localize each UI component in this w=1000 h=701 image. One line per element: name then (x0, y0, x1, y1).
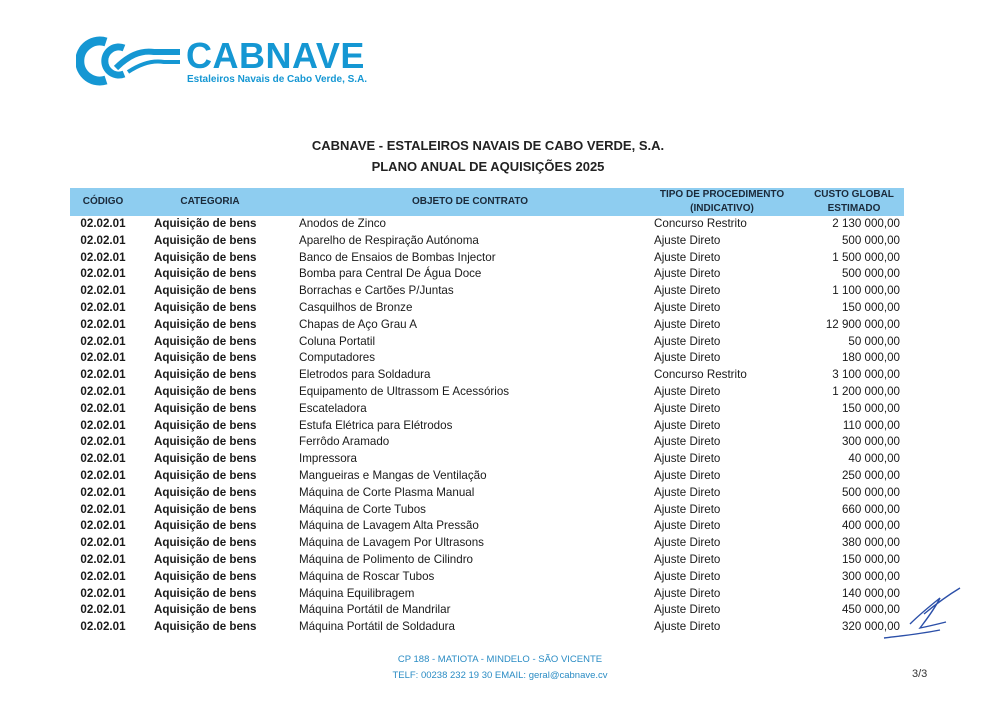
cell-codigo: 02.02.01 (80, 603, 126, 617)
cell-tipo: Ajuste Direto (654, 603, 721, 617)
cell-tipo: Ajuste Direto (654, 468, 721, 482)
cell-objeto: Máquina Portátil de Soldadura (299, 620, 455, 634)
cell-tipo: Ajuste Direto (654, 502, 721, 516)
table-row (70, 384, 904, 401)
cabnave-logo-icon (76, 36, 182, 86)
cell-categoria: Aquisição de bens (154, 418, 257, 432)
cell-codigo: 02.02.01 (80, 250, 126, 264)
cell-categoria: Aquisição de bens (154, 586, 257, 600)
cell-categoria: Aquisição de bens (154, 217, 257, 230)
cell-custo: 1 200 000,00 (832, 384, 900, 398)
cell-codigo: 02.02.01 (80, 452, 126, 466)
cell-categoria: Aquisição de bens (154, 620, 257, 634)
header-tipo (652, 188, 792, 216)
cell-objeto: Equipamento de Ultrassom E Acessórios (299, 384, 510, 398)
header-categoria: CATEGORIA (180, 196, 240, 207)
cell-tipo: Ajuste Direto (654, 418, 721, 432)
table-row (70, 602, 904, 619)
cell-codigo: 02.02.01 (80, 586, 126, 600)
cell-tipo: Ajuste Direto (654, 569, 721, 583)
cell-tipo: Concurso Restrito (654, 217, 747, 230)
cell-objeto: Eletrodos para Soldadura (299, 368, 431, 382)
company-logo (76, 36, 376, 86)
cell-codigo: 02.02.01 (80, 284, 126, 298)
cell-codigo: 02.02.01 (80, 401, 126, 415)
cell-custo: 12 900 000,00 (825, 317, 900, 331)
cell-categoria: Aquisição de bens (154, 368, 257, 382)
cell-tipo: Ajuste Direto (654, 519, 721, 533)
cell-custo: 500 000,00 (841, 267, 900, 281)
table-row (70, 216, 904, 233)
cell-tipo: Ajuste Direto (654, 536, 721, 550)
cell-codigo: 02.02.01 (80, 519, 126, 533)
cell-custo: 500 000,00 (841, 233, 900, 247)
cell-codigo: 02.02.01 (80, 485, 126, 499)
table-row (70, 317, 904, 334)
cell-custo: 500 000,00 (841, 485, 900, 499)
cell-codigo: 02.02.01 (80, 569, 126, 583)
cell-objeto: Ferrôdo Aramado (299, 435, 390, 449)
cell-custo: 150 000,00 (841, 552, 900, 566)
cell-objeto: Chapas de Aço Grau A (299, 317, 417, 331)
header-objeto: OBJETO DE CONTRATO (411, 196, 529, 207)
cell-codigo: 02.02.01 (80, 317, 126, 331)
table-body (70, 216, 904, 636)
cell-custo: 150 000,00 (841, 300, 900, 314)
cell-categoria: Aquisição de bens (154, 452, 257, 466)
header-tipo-line1: TIPO DE PROCEDIMENTO (659, 189, 785, 200)
header-custo-line1: CUSTO GLOBAL (814, 189, 894, 200)
cell-categoria: Aquisição de bens (154, 519, 257, 533)
table-row (70, 518, 904, 535)
table-row (70, 334, 904, 351)
cell-objeto: Banco de Ensaios de Bombas Injector (299, 250, 496, 264)
cell-tipo: Ajuste Direto (654, 300, 721, 314)
header-tipo-line2: (INDICATIVO) (690, 203, 754, 214)
cell-codigo: 02.02.01 (80, 418, 126, 432)
header-custo-line2: ESTIMADO (827, 203, 881, 214)
cell-categoria: Aquisição de bens (154, 401, 257, 415)
brand-name: CABNAVE (186, 35, 365, 76)
cell-objeto: Máquina de Polimento de Cilindro (299, 552, 474, 566)
cell-objeto: Anodos de Zinco (299, 217, 387, 230)
table-row (70, 250, 904, 267)
cell-tipo: Ajuste Direto (654, 233, 721, 247)
cell-codigo: 02.02.01 (80, 233, 126, 247)
cell-tipo: Ajuste Direto (654, 384, 721, 398)
cell-categoria: Aquisição de bens (154, 569, 257, 583)
table-row (70, 619, 904, 636)
cell-categoria: Aquisição de bens (154, 502, 257, 516)
footer-address: CP 188 - MATIOTA - MINDELO - SÃO VICENTE (397, 654, 603, 665)
brand-tagline: Estaleiros Navais de Cabo Verde, S.A. (187, 74, 368, 85)
cell-categoria: Aquisição de bens (154, 317, 257, 331)
table-row (70, 350, 904, 367)
cell-tipo: Ajuste Direto (654, 317, 721, 331)
signature-icon (880, 584, 964, 646)
table-row (70, 233, 904, 250)
cell-codigo: 02.02.01 (80, 267, 126, 281)
cell-categoria: Aquisição de bens (154, 267, 257, 281)
cell-categoria: Aquisição de bens (154, 351, 257, 365)
cell-tipo: Concurso Restrito (654, 368, 747, 382)
cell-objeto: Computadores (299, 351, 376, 365)
header-custo (804, 188, 904, 216)
cell-objeto: Aparelho de Respiração Autónoma (299, 233, 479, 247)
document-title: PLANO ANUAL DE AQUISIÇÕES 2025 (371, 159, 605, 174)
cell-custo: 40 000,00 (848, 452, 900, 466)
cell-codigo: 02.02.01 (80, 368, 126, 382)
cell-objeto: Máquina de Roscar Tubos (299, 569, 435, 583)
cell-categoria: Aquisição de bens (154, 334, 257, 348)
table-row (70, 367, 904, 384)
cell-objeto: Máquina de Corte Plasma Manual (299, 485, 475, 499)
cell-tipo: Ajuste Direto (654, 452, 721, 466)
cell-custo: 1 500 000,00 (832, 250, 900, 264)
cell-custo: 380 000,00 (841, 536, 900, 550)
table-row (70, 283, 904, 300)
cell-codigo: 02.02.01 (80, 502, 126, 516)
table-row (70, 552, 904, 569)
table-row (70, 434, 904, 451)
cell-custo: 3 100 000,00 (832, 368, 900, 382)
cell-categoria: Aquisição de bens (154, 250, 257, 264)
cell-codigo: 02.02.01 (80, 552, 126, 566)
table-row (70, 418, 904, 435)
table-row (70, 266, 904, 283)
cell-codigo: 02.02.01 (80, 468, 126, 482)
cell-objeto: Máquina Portátil de Mandrilar (299, 603, 451, 617)
cell-custo: 450 000,00 (841, 603, 900, 617)
cell-codigo: 02.02.01 (80, 217, 126, 230)
cell-objeto: Mangueiras e Mangas de Ventilação (299, 468, 487, 482)
cell-categoria: Aquisição de bens (154, 284, 257, 298)
cell-objeto: Coluna Portatil (299, 334, 376, 348)
cell-custo: 2 130 000,00 (832, 217, 900, 230)
table-row (70, 535, 904, 552)
cell-categoria: Aquisição de bens (154, 536, 257, 550)
cell-categoria: Aquisição de bens (154, 485, 257, 499)
cell-tipo: Ajuste Direto (654, 552, 721, 566)
cell-custo: 660 000,00 (841, 502, 900, 516)
cell-tipo: Ajuste Direto (654, 586, 721, 600)
cell-tipo: Ajuste Direto (654, 284, 721, 298)
table-row (70, 502, 904, 519)
cell-codigo: 02.02.01 (80, 536, 126, 550)
table-header (70, 188, 904, 216)
cell-objeto: Máquina Equilibragem (299, 586, 415, 600)
cell-tipo: Ajuste Direto (654, 351, 721, 365)
cell-tipo: Ajuste Direto (654, 250, 721, 264)
cell-categoria: Aquisição de bens (154, 468, 257, 482)
cell-codigo: 02.02.01 (80, 620, 126, 634)
table-row (70, 468, 904, 485)
cell-tipo: Ajuste Direto (654, 401, 721, 415)
footer-contact: TELF: 00238 232 19 30 EMAIL: geral@cabnave.cv (392, 670, 608, 681)
table-row (70, 586, 904, 603)
cell-custo: 150 000,00 (841, 401, 900, 415)
cell-codigo: 02.02.01 (80, 300, 126, 314)
cell-objeto: Máquina de Corte Tubos (299, 502, 426, 516)
cell-codigo: 02.02.01 (80, 435, 126, 449)
cell-custo: 1 100 000,00 (832, 284, 900, 298)
cell-categoria: Aquisição de bens (154, 233, 257, 247)
company-title: CABNAVE - ESTALEIROS NAVAIS DE CABO VERDE, S.A. (311, 138, 665, 153)
cell-custo: 110 000,00 (842, 418, 900, 432)
cell-objeto: Estufa Elétrica para Elétrodos (299, 418, 453, 432)
cell-categoria: Aquisição de bens (154, 552, 257, 566)
cell-tipo: Ajuste Direto (654, 267, 721, 281)
table-row (70, 401, 904, 418)
cell-tipo: Ajuste Direto (654, 435, 721, 449)
cell-codigo: 02.02.01 (80, 384, 126, 398)
cell-codigo: 02.02.01 (80, 351, 126, 365)
table-row (70, 569, 904, 586)
cell-tipo: Ajuste Direto (654, 485, 721, 499)
cell-custo: 320 000,00 (841, 620, 900, 634)
cell-objeto: Impressora (299, 452, 357, 466)
header-codigo: CÓDIGO (82, 196, 124, 207)
cell-custo: 400 000,00 (841, 519, 900, 533)
cell-objeto: Bomba para Central De Água Doce (299, 267, 482, 281)
table-row (70, 300, 904, 317)
cell-objeto: Máquina de Lavagem Por Ultrasons (299, 536, 484, 550)
cell-categoria: Aquisição de bens (154, 435, 257, 449)
cell-categoria: Aquisição de bens (154, 300, 257, 314)
cell-custo: 140 000,00 (841, 586, 900, 600)
cell-custo: 300 000,00 (841, 435, 900, 449)
cell-custo: 180 000,00 (841, 351, 900, 365)
table-row (70, 485, 904, 502)
cell-codigo: 02.02.01 (80, 334, 126, 348)
table-row (70, 451, 904, 468)
cell-objeto: Escateladora (299, 401, 367, 415)
cell-custo: 250 000,00 (841, 468, 900, 482)
cell-objeto: Casquilhos de Bronze (299, 300, 413, 314)
cell-objeto: Borrachas e Cartões P/Juntas (299, 284, 454, 298)
cell-custo: 300 000,00 (841, 569, 900, 583)
page-number: 3/3 (912, 668, 928, 680)
cell-objeto: Máquina de Lavagem Alta Pressão (299, 519, 479, 533)
cell-custo: 50 000,00 (848, 334, 900, 348)
acquisitions-table (70, 188, 904, 636)
cell-categoria: Aquisição de bens (154, 603, 257, 617)
cell-tipo: Ajuste Direto (654, 334, 721, 348)
cell-tipo: Ajuste Direto (654, 620, 721, 634)
cell-categoria: Aquisição de bens (154, 384, 257, 398)
